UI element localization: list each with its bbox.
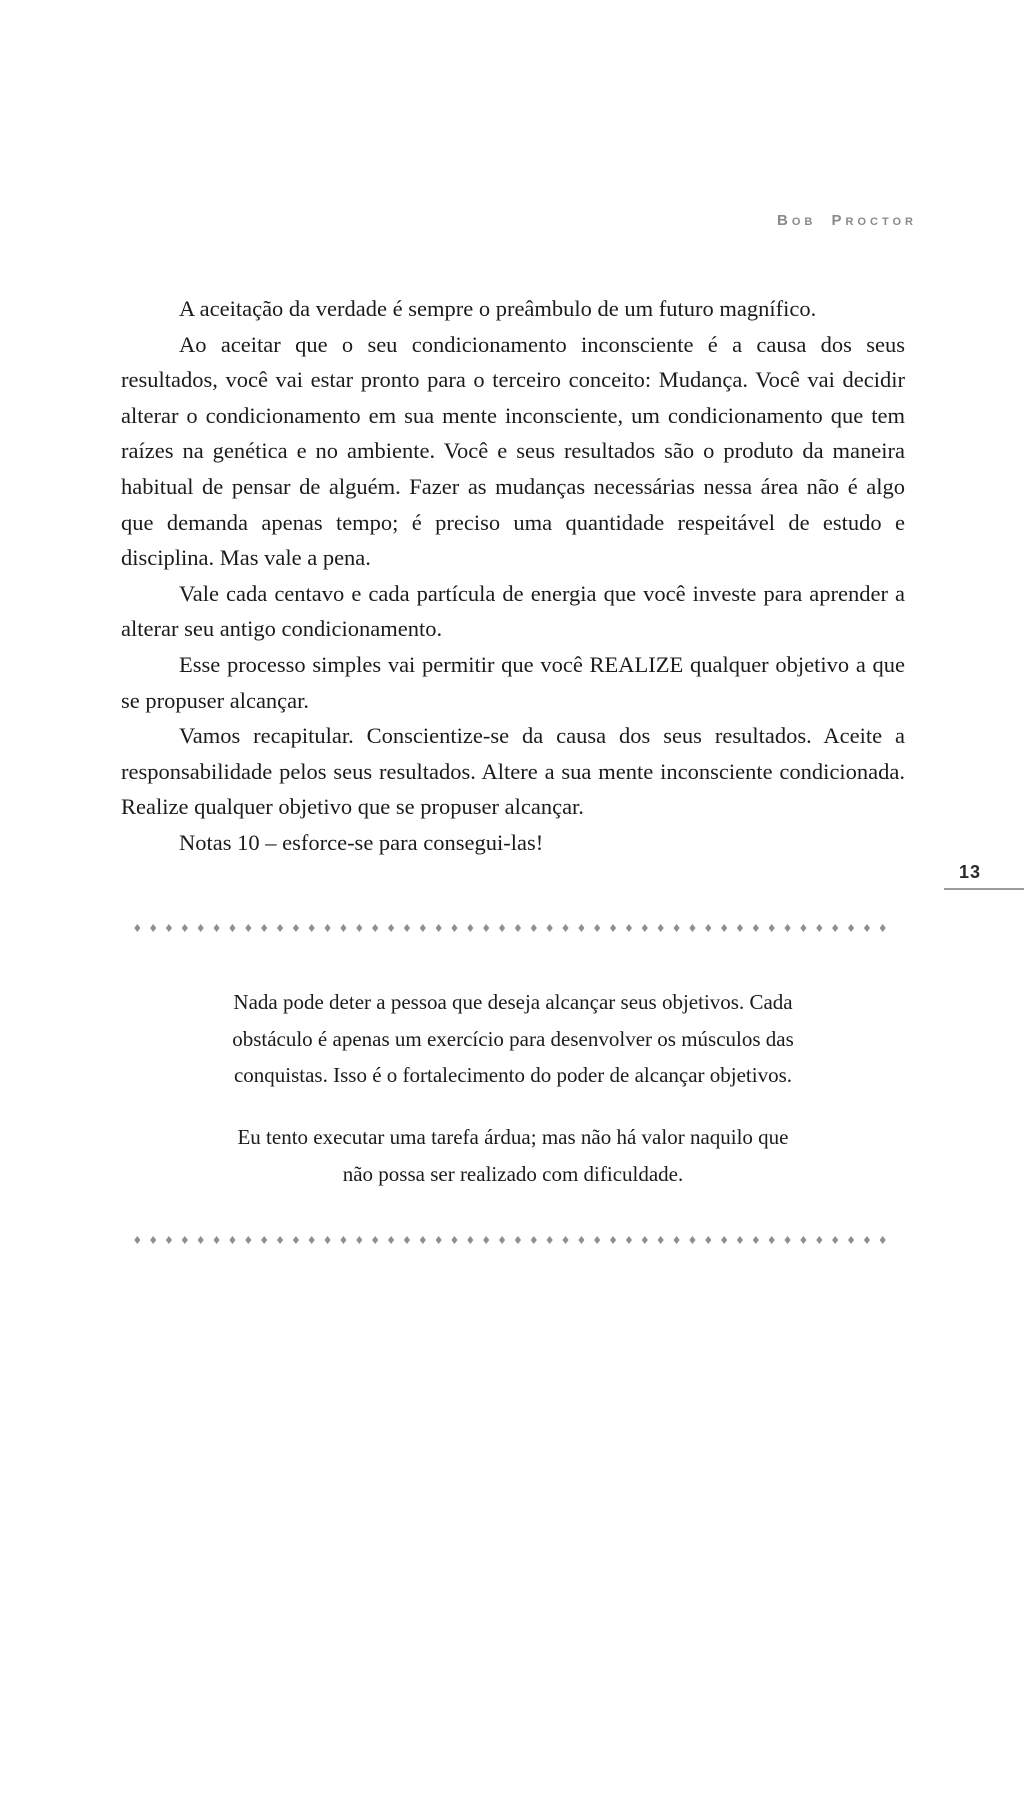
quote-1-line-3: conquistas. Isso é o fortalecimento do poder de alcançar objetivos. [233, 1063, 793, 1087]
quote-1-line-2: obstáculo é apenas um exercício para desenvolver os músculos das [232, 1026, 794, 1051]
paragraph-2: Ao aceitar que o seu condicionamento inconsciente é a causa dos seus resultados, você vai estar pronto para o terceiro conceito: Mudança. Você vai decidir alterar o condicionamento em sua mente inconsciente, um condicionamento que tem raízes na genética e no ambiente. Você e seus resultados são o produto da maneira habitual de pensar de alguém. Fazer as mudanças necessárias nessa área não é algo que demanda apenas tempo; é preciso uma quantidade respeitável de estudo e disciplina. Mas vale a pena. [121, 331, 905, 571]
paragraph-3: Vale cada centavo e cada partícula de energia que você investe para aprender a alterar seu antigo condicionamento. [121, 580, 905, 642]
ornament-separator-bottom: ♦♦♦♦♦♦♦♦♦♦♦♦♦♦♦♦♦♦♦♦♦♦♦♦♦♦♦♦♦♦♦♦♦♦♦♦♦♦♦♦♦♦♦♦♦♦♦♦ [132, 1234, 894, 1247]
running-header-author: Bob Proctor [777, 212, 917, 229]
paragraph-5: Vamos recapitular. Conscientize-se da causa dos seus resultados. Aceite a responsabilidade pelos seus resultados. Altere a sua mente inconsciente condicionada. Realize qualquer objetivo que se propuser alcançar. [121, 723, 905, 820]
page-number-rule [944, 888, 1024, 890]
page-number: 13 [958, 862, 982, 882]
quote-block-1 [121, 984, 905, 1094]
paragraph-1: A aceitação da verdade é sempre o preâmbulo de um futuro magnífico. [179, 296, 817, 321]
ornament-separator-top: ♦♦♦♦♦♦♦♦♦♦♦♦♦♦♦♦♦♦♦♦♦♦♦♦♦♦♦♦♦♦♦♦♦♦♦♦♦♦♦♦♦♦♦♦♦♦♦♦ [132, 922, 894, 935]
body-text [121, 291, 905, 861]
quote-1-line-1: Nada pode deter a pessoa que deseja alcançar seus objetivos. Cada [233, 990, 793, 1014]
paragraph-6: Notas 10 – esforce-se para consegui-las! [179, 829, 544, 855]
quote-2-line-2: não possa ser realizado com dificuldade. [342, 1161, 684, 1186]
quote-2-line-1: Eu tento executar uma tarefa árdua; mas não há valor naquilo que [237, 1125, 789, 1149]
paragraph-4: Esse processo simples vai permitir que você REALIZE qualquer objetivo a que se propuser alcançar. [121, 651, 905, 713]
quote-block-2 [121, 1119, 905, 1192]
